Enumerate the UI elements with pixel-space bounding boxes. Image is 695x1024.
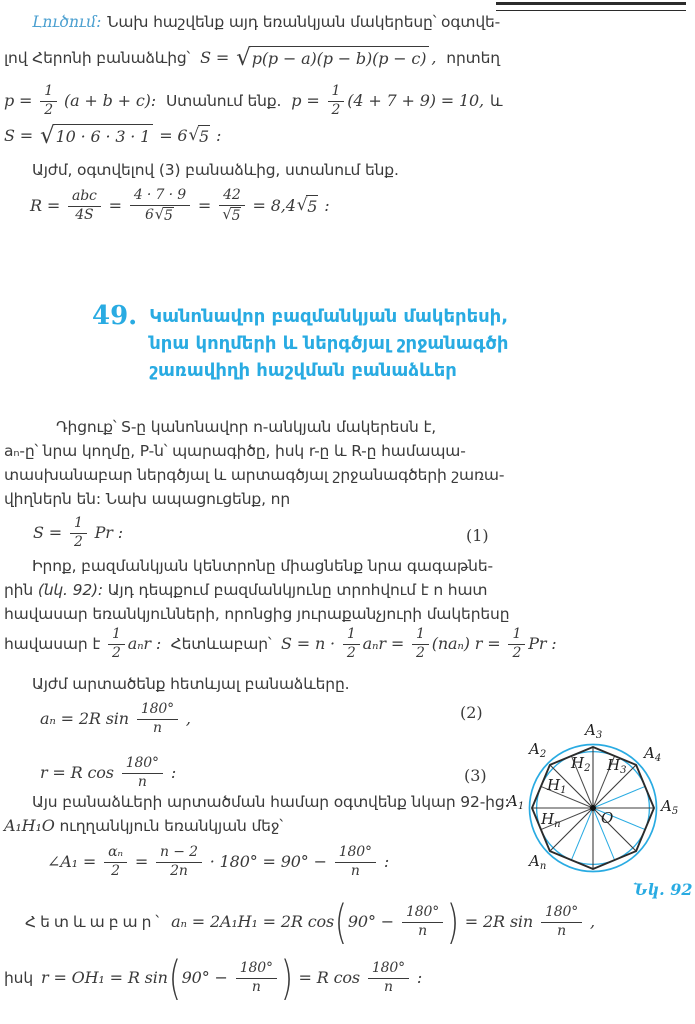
polygon-diagram	[505, 718, 695, 876]
solution-text-2b: որտեղ	[446, 48, 500, 67]
r-oh1-equation	[4, 950, 422, 1006]
p-lhs-2: p =	[291, 90, 325, 110]
fraction-denominator: 2	[346, 644, 356, 661]
paragraph-text: Այս բանաձևերի արտածման համար օգտվենք նկար 92-ից:	[32, 793, 510, 811]
foot-label-h1: $H_1$	[547, 776, 567, 796]
angle-equation	[47, 838, 389, 886]
solution-text-1: Նախ հաշվենք այդ եռանկյան մակերեսը՝ օգտվե-	[107, 13, 501, 31]
paragraph-text: վիղներն են: Նախ ապացուցենք, որ	[4, 490, 291, 508]
now-paragraph	[4, 160, 399, 180]
fraction-numerator: 42	[219, 188, 245, 205]
fraction-numerator: 1	[328, 84, 345, 101]
center-label-o: O	[601, 809, 614, 827]
section-title-line-3: շառավիղի հաշվման բանաձևեր	[149, 360, 457, 381]
radical-sign: √	[188, 123, 199, 144]
paragraph-line	[4, 674, 349, 694]
paragraph-text: Այժմ արտածենք հետևյալ բանաձևերը.	[32, 675, 350, 693]
fraction-numerator: 1	[343, 627, 360, 644]
fraction-numerator: n − 2	[156, 845, 202, 862]
fraction-denominator: 2	[512, 644, 522, 661]
r-lhs: R =	[30, 195, 66, 215]
coefficient: 6	[145, 206, 154, 223]
paragraph-text: Այժմ, օգտվելով (3) բանաձևից, ստանում ենք.	[32, 161, 399, 179]
eq1-lhs: S =	[33, 522, 67, 542]
equation-3	[40, 750, 176, 796]
sqrt-expression	[40, 124, 153, 148]
inline-math: · 180° = 90° −	[204, 851, 332, 871]
radical-sign: √	[222, 205, 232, 223]
radicand: p(p − a)(p − b)(p − c)	[249, 46, 430, 70]
figure-92	[505, 718, 695, 908]
fraction-denominator: 2n	[170, 862, 188, 879]
vertex-label-a3: $A_3$	[585, 721, 603, 741]
solution-line-2	[4, 40, 500, 76]
fraction-180-n	[541, 905, 582, 939]
p-expression: (a + b + c):	[64, 90, 156, 110]
inline-math: r = OH₁ = R sin	[41, 967, 168, 987]
fraction-180-n	[335, 845, 376, 879]
paragraph-line	[4, 792, 510, 812]
radical-sign: √	[236, 44, 251, 72]
paragraph-formula-line	[4, 622, 557, 666]
fraction-half	[412, 627, 429, 661]
inline-math: S = n ·	[281, 633, 340, 653]
fraction-180-n	[122, 756, 163, 790]
fraction-denominator: 2	[73, 533, 83, 550]
figure-caption: Նկ. 92	[633, 880, 693, 899]
paragraph-text: Այդ դեպքում բազմանկյունը տրոհվում է n հատ	[103, 581, 488, 599]
p-lhs: p =	[4, 90, 38, 110]
result: = 8,4	[247, 195, 296, 215]
inline-math: = R cos	[293, 967, 365, 987]
paragraph-line	[4, 465, 504, 485]
eq2-tail: ,	[180, 708, 191, 728]
section-heading	[92, 303, 508, 384]
left-paren: (	[168, 950, 181, 1005]
fraction-numerator: 1	[108, 627, 125, 644]
fraction-half	[508, 627, 525, 661]
inline-math: ,	[585, 911, 595, 931]
paragraph-text: Հետևաբար՝	[161, 634, 281, 653]
sqrt-5	[297, 195, 319, 218]
fraction-half	[70, 516, 87, 550]
equation-1	[33, 510, 123, 556]
fraction-denominator: n	[418, 922, 427, 939]
equation-tag-3: (3)	[464, 766, 487, 785]
section-title-line-2: նրա կողմերի և ներգծյալ շրջանագծի	[149, 333, 509, 354]
paragraph-line	[4, 489, 290, 509]
paragraph-line	[4, 556, 493, 576]
inline-math: (naₙ) r =	[431, 633, 506, 653]
right-paren: )	[446, 894, 460, 949]
paragraph-text: հավասար եռանկյունների, որոնցից յուրաքանչյուրի մակերեսը	[4, 605, 510, 623]
s-lhs: S =	[4, 125, 38, 145]
r-formula	[30, 180, 330, 232]
left-paren: (	[334, 894, 348, 949]
fraction-denominator: n	[152, 719, 162, 736]
fraction-180-n	[402, 905, 443, 939]
triangle-name: A₁H₁O	[4, 816, 55, 835]
fraction-numerator: 180°	[402, 905, 443, 922]
equals: =	[192, 195, 217, 215]
section-title	[149, 303, 508, 384]
fraction-numerator: 1	[508, 627, 525, 644]
fraction-denominator: 2	[416, 644, 425, 661]
foot-label-hn: $H_n$	[541, 810, 561, 830]
eq1-rhs: Pr :	[89, 522, 123, 542]
fraction-180-n	[236, 961, 277, 995]
p-value: (4 + 7 + 9) = 10,	[347, 90, 484, 110]
inline-math: :	[378, 851, 390, 871]
fraction-denominator: 2	[44, 101, 53, 118]
sqrt-expression	[236, 46, 429, 70]
radicand: 10 · 6 · 3 · 1	[53, 124, 154, 148]
sqrt-5	[155, 207, 174, 224]
fraction-abc-4s	[68, 189, 101, 223]
right-paren: )	[280, 950, 293, 1005]
heron-lhs: S =	[200, 47, 235, 67]
paragraph-line	[4, 580, 487, 600]
paragraph-text: տասխանաբար ներգծյալ և արտագծյալ շրջանագծերի շառա-	[4, 466, 505, 484]
fraction-numerator: 180°	[122, 756, 163, 773]
header-rule	[496, 2, 686, 11]
equation-2	[40, 696, 191, 742]
fraction-half	[108, 627, 125, 661]
fraction-half	[40, 84, 57, 118]
fraction-numerator: αₙ	[104, 845, 127, 862]
eq2-lhs: aₙ = 2R sin	[40, 708, 134, 728]
fraction-42-sqrt5	[219, 188, 245, 224]
vertex-label-an: $A_n$	[529, 852, 547, 872]
eq3-tail: :	[165, 762, 177, 782]
fraction-denominator: 2	[111, 644, 121, 661]
fraction-denominator: 2	[111, 862, 120, 879]
equation-tag-1: (1)	[466, 526, 489, 545]
paragraph-text: Իրոք, բազմանկյան կենտրոնը միացնենք նրա գագաթնե-	[32, 557, 493, 575]
paragraph-line	[4, 441, 466, 461]
fraction-denominator	[145, 206, 175, 224]
end-mark: :	[211, 125, 222, 145]
radicand: 5	[307, 196, 318, 216]
solution-line-4	[4, 120, 221, 152]
vertex-label-a5: $A_5$	[661, 797, 679, 817]
fraction-numerator: 180°	[368, 961, 409, 978]
inline-math: aₙ = 2A₁H₁ = 2R cos	[171, 911, 335, 931]
fraction-numerator: 4 · 7 · 9	[130, 188, 190, 205]
inline-math: =	[129, 851, 154, 871]
radicand: 5	[231, 207, 241, 224]
paragraph-text: aₙ-ը՝ նրա կողմը, P-ն՝ պարագիծը, իսկ r-ը և R-ը համապա-	[4, 442, 466, 460]
section-title-line-1: Կանոնավոր բազմանկյան մակերեսի,	[149, 306, 509, 327]
and-label: իսկ	[4, 968, 34, 987]
solution-text-2a: լով Հերոնի բանաձևից՝	[4, 48, 191, 67]
fraction-half	[328, 84, 345, 118]
inline-math: ∠A₁ =	[47, 851, 102, 871]
fraction-denominator: 4S	[75, 206, 94, 223]
foot-label-h2: $H_2$	[571, 754, 591, 774]
fraction-numerator: 180°	[335, 845, 376, 862]
fraction-denominator: n	[251, 978, 261, 995]
paren-content: 90° −	[181, 967, 233, 987]
equation-tag-2: (2)	[460, 703, 483, 722]
therefore-label: Հետևաբար՝	[25, 912, 164, 931]
inline-math: aₙr :	[127, 633, 162, 653]
solution-line-1	[4, 12, 500, 32]
fraction-479-6sqrt5	[130, 188, 190, 224]
equals: =	[103, 195, 127, 215]
fraction-numerator: 1	[70, 516, 87, 533]
end-mark: :	[319, 195, 330, 215]
s-equals: = 6	[159, 125, 188, 145]
fraction-alpha-2	[104, 845, 127, 879]
figure-reference: (նկ. 92):	[37, 581, 104, 599]
fraction-numerator: abc	[68, 189, 101, 206]
sqrt-5	[188, 125, 210, 148]
radical-sign: √	[296, 193, 308, 214]
heron-comma: ,	[431, 47, 437, 67]
inline-math: aₙr =	[362, 633, 410, 653]
paragraph-text: րին	[4, 581, 38, 599]
foot-label-h3: $H_3$	[607, 756, 627, 776]
fraction-denominator	[221, 206, 242, 224]
eq3-lhs: r = R cos	[40, 762, 119, 782]
fraction-half	[343, 627, 360, 661]
fraction-denominator: n	[350, 862, 360, 879]
vertex-label-a1: $A_1$	[507, 792, 525, 812]
paragraph-text: Դիցուք՝ S-ը կանոնավոր n-անկյան մակերեսն է,	[56, 418, 437, 436]
solution-line-3	[4, 78, 502, 124]
inline-math: Pr :	[528, 633, 557, 653]
paragraph-text: հավասար է	[4, 634, 105, 653]
vertex-label-a2: $A_2$	[529, 740, 547, 760]
paragraph-line	[4, 816, 283, 837]
paragraph-line	[4, 417, 436, 437]
fraction-numerator: 180°	[236, 961, 277, 978]
radicand: 5	[164, 207, 173, 224]
fraction-denominator: n	[137, 773, 147, 790]
solution-text-3: Ստանում ենք.	[165, 91, 282, 110]
solution-label: Լուծում:	[32, 13, 102, 31]
section-number: 49.	[92, 301, 138, 331]
inline-math: :	[412, 967, 423, 987]
fraction-numerator: 1	[40, 84, 57, 101]
fraction-numerator: 180°	[541, 905, 582, 922]
fraction-denominator: 2	[331, 101, 341, 118]
fraction-numerator: 1	[412, 627, 429, 644]
fraction-numerator: 180°	[137, 702, 178, 719]
fraction-180-n	[137, 702, 178, 736]
fraction-n2-2n	[156, 845, 202, 879]
radical-sign: √	[154, 205, 165, 223]
fraction-denominator: n	[384, 978, 393, 995]
radicand: 5	[198, 126, 210, 146]
paren-content: 90° −	[347, 911, 399, 931]
sqrt-5	[222, 207, 241, 224]
fraction-denominator: n	[557, 922, 566, 939]
and-word: և	[489, 91, 503, 110]
radical-sign: √	[39, 122, 55, 150]
center-point	[590, 805, 596, 811]
paragraph-text: ուղղանկյուն եռանկյան մեջ՝	[54, 817, 283, 836]
fraction-180-n	[368, 961, 409, 995]
inline-math: = 2R sin	[459, 911, 538, 931]
vertex-label-a4: $A_4$	[644, 744, 662, 764]
